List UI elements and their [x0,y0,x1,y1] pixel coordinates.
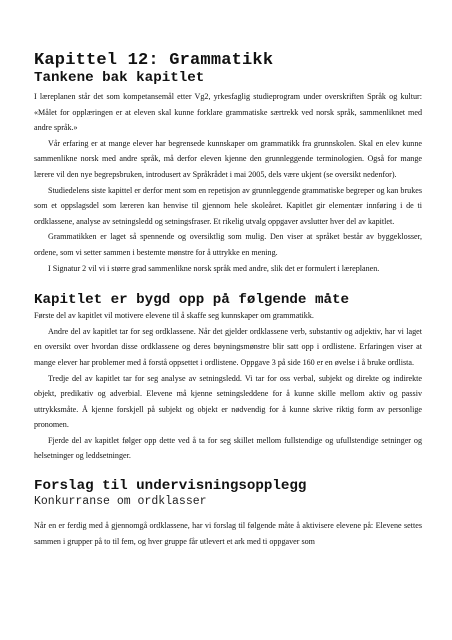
section-heading: Tankene bak kapitlet [34,70,205,86]
paragraph: I læreplanen står det som kompetansemål etter Vg2, yrkesfaglig studieprogram under overskriften Språk og kultur: «Målet for opplæringen er at eleven skal kunne forklare grammatiske særtrekk ved norsk språk, sammenliknet med andre språk.» [34,92,422,133]
chapter-title: Kapittel 12: Grammatikk [34,51,274,70]
section-heading: Kapitlet er bygd opp på følgende måte [34,292,350,309]
paragraph: Tredje del av kapitlet tar for seg analyse av setningsledd. Vi tar for oss verbal, subjekt og direkte og indirekte objekt, predikativ og adverbial. Elevene må kjenne setningsleddene for å kunne skille mellom aktiv og passiv uttrykksmåte. Å kjenne forskjell på subjekt og objekt er nødvendig for å kunne skrive riktig form av personlige pronomen. [34,373,422,430]
page-content [34,52,422,549]
paragraph: Andre del av kapitlet tar for seg ordklassene. Når det gjelder ordklassene verb, substantiv og adjektiv, har vi laget en oversikt over hvordan disse ordklassene og deres bøyningsmønstre blir satt opp i ordlistene. Erfaringen viser at mange elever har problemer med å forstå oppsettet i ordlistene. Oppgave 3 på side 160 er en øvelse i å bruke ordlista. [34,326,422,367]
paragraph: Vår erfaring er at mange elever har begrensede kunnskaper om grammatikk fra grunnskolen. Skal en elev kunne sammenlikne norsk med andre språk, må derfor eleven kjenne den grunnleggende terminologien. Også for mange lærere vil den nye begrepsbruken, introdusert av Språkrådet i mai 2005, dels være ukjent (se oversikt nedenfor). [34,138,422,179]
paragraph: Når en er ferdig med å gjennomgå ordklassene, har vi forslag til følgende måte å aktivisere elevene på: Elevene settes sammen i grupper på to til fem, og hver gruppe får utlevert et ark med ti oppgaver som [34,521,422,546]
paragraph: Grammatikken er laget så spennende og oversiktlig som mulig. Den viser at språket består av byggeklosser, ordene, som vi setter sammen i bestemte mønstre for å uttrykke en mening. [34,232,422,257]
paragraph: Første del av kapitlet vil motivere elevene til å skaffe seg kunnskaper om grammatikk. [34,311,314,321]
paragraph: I Signatur 2 vil vi i større grad sammenlikne norsk språk med andre, slik det er formulert i læreplanen. [48,263,380,273]
paragraph: Studiedelens siste kapittel er derfor ment som en repetisjon av grunnleggende grammatiske begreper og kan brukes som et oppslagsdel som læreren kan henvise til gjennom hele skoleåret. Kapitlet gir elementær innføring i de ti ordklassene, analyse av setningsledd og setningsfraser. Et rikelig utvalg oppgaver avslutter hver del av kapitlet. [34,185,422,226]
paragraph: Fjerde del av kapitlet følger opp dette ved å ta for seg skillet mellom fullstendige og ufullstendige setninger og helsetninger og leddsetninger. [34,435,422,461]
subsection-heading: Konkurranse om ordklasser [34,495,207,509]
section-heading: Forslag til undervisningsopplegg [34,478,307,495]
